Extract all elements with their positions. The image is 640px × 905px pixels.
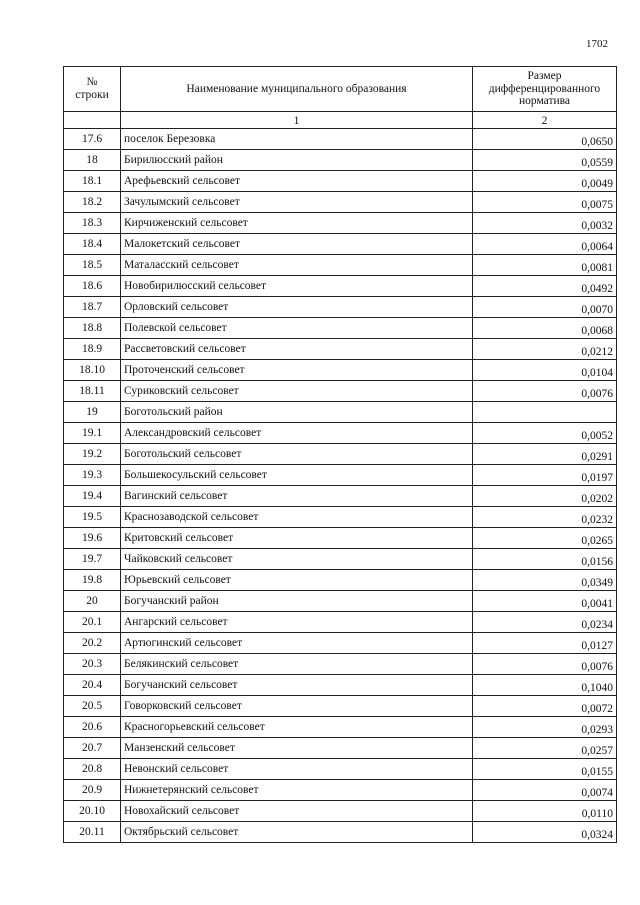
table-row [64, 822, 617, 843]
normative-value-cell: 0,0049 [473, 171, 617, 192]
normative-value-cell: 0,0052 [473, 423, 617, 444]
row-number-cell: 18.9 [64, 339, 121, 360]
normative-value-cell: 0,0072 [473, 696, 617, 717]
municipality-name-cell: Новобирилюсский сельсовет [121, 276, 473, 297]
municipality-name-cell: Октябрьский сельсовет [121, 822, 473, 843]
table-row [64, 654, 617, 675]
normative-value-cell: 0,0070 [473, 297, 617, 318]
row-number-cell: 17.6 [64, 129, 121, 150]
normative-value-cell: 0,0559 [473, 150, 617, 171]
page-number: 1702 [586, 38, 608, 50]
municipality-name-cell: Невонский сельсовет [121, 759, 473, 780]
row-number-cell: 19.4 [64, 486, 121, 507]
table-row [64, 129, 617, 150]
normative-value-cell: 0,0068 [473, 318, 617, 339]
normative-value-cell: 0,0232 [473, 507, 617, 528]
normative-value-cell: 0,0324 [473, 822, 617, 843]
table-row [64, 675, 617, 696]
row-number-cell: 20.5 [64, 696, 121, 717]
table-body [64, 129, 617, 843]
municipality-name-cell: Ангарский сельсовет [121, 612, 473, 633]
normative-value-cell: 0,1040 [473, 675, 617, 696]
municipality-name-cell: поселок Березовка [121, 129, 473, 150]
row-number-cell: 19.8 [64, 570, 121, 591]
normative-value-cell [473, 402, 617, 423]
municipality-name-cell: Арефьевский сельсовет [121, 171, 473, 192]
municipality-name-cell: Артюгинский сельсовет [121, 633, 473, 654]
table-row [64, 255, 617, 276]
table-row [64, 192, 617, 213]
municipality-name-cell: Белякинский сельсовет [121, 654, 473, 675]
normative-value-cell: 0,0156 [473, 549, 617, 570]
municipality-name-cell: Богучанский район [121, 591, 473, 612]
row-number-cell: 20.10 [64, 801, 121, 822]
table-row [64, 465, 617, 486]
normative-value-cell: 0,0041 [473, 591, 617, 612]
row-number-cell: 18.2 [64, 192, 121, 213]
table-row [64, 633, 617, 654]
municipality-name-cell: Краснозаводской сельсовет [121, 507, 473, 528]
municipality-name-cell: Богучанский сельсовет [121, 675, 473, 696]
row-number-cell: 20.6 [64, 717, 121, 738]
normative-value-cell: 0,0212 [473, 339, 617, 360]
normative-value-cell: 0,0076 [473, 381, 617, 402]
normative-value-cell: 0,0127 [473, 633, 617, 654]
normative-value-cell: 0,0202 [473, 486, 617, 507]
normative-value-cell: 0,0104 [473, 360, 617, 381]
header-normative-size-label: Размер дифференцированного норматива [488, 70, 601, 108]
row-number-cell: 18.10 [64, 360, 121, 381]
normative-value-cell: 0,0064 [473, 234, 617, 255]
column-index-0 [64, 112, 121, 129]
row-number-cell: 19.2 [64, 444, 121, 465]
table-row [64, 801, 617, 822]
table-row [64, 717, 617, 738]
municipality-name-cell: Вагинский сельсовет [121, 486, 473, 507]
municipality-name-cell: Суриковский сельсовет [121, 381, 473, 402]
municipality-name-cell: Юрьевский сельсовет [121, 570, 473, 591]
row-number-cell: 19.1 [64, 423, 121, 444]
column-index-row [64, 112, 617, 129]
header-normative-size [473, 67, 617, 112]
table-row [64, 591, 617, 612]
municipality-name-cell: Манзенский сельсовет [121, 738, 473, 759]
row-number-cell: 20.4 [64, 675, 121, 696]
row-number-cell: 19.7 [64, 549, 121, 570]
table-row [64, 402, 617, 423]
normative-value-cell: 0,0492 [473, 276, 617, 297]
table-row [64, 507, 617, 528]
header-row-number-label: № строки [75, 76, 109, 101]
table-row [64, 486, 617, 507]
normative-value-cell: 0,0110 [473, 801, 617, 822]
table-row [64, 276, 617, 297]
municipality-name-cell: Большекосульский сельсовет [121, 465, 473, 486]
row-number-cell: 18.11 [64, 381, 121, 402]
municipality-name-cell: Новохайский сельсовет [121, 801, 473, 822]
row-number-cell: 18.4 [64, 234, 121, 255]
municipality-name-cell: Проточенский сельсовет [121, 360, 473, 381]
normative-value-cell: 0,0291 [473, 444, 617, 465]
row-number-cell: 20.7 [64, 738, 121, 759]
table-row [64, 570, 617, 591]
municipality-name-cell: Чайковский сельсовет [121, 549, 473, 570]
normative-value-cell: 0,0234 [473, 612, 617, 633]
table-row [64, 759, 617, 780]
row-number-cell: 18.6 [64, 276, 121, 297]
row-number-cell: 20.9 [64, 780, 121, 801]
row-number-cell: 20.11 [64, 822, 121, 843]
normative-value-cell: 0,0197 [473, 465, 617, 486]
table-row [64, 528, 617, 549]
normative-value-cell: 0,0155 [473, 759, 617, 780]
normative-value-cell: 0,0650 [473, 129, 617, 150]
table-row [64, 444, 617, 465]
normative-table [63, 66, 617, 843]
municipality-name-cell: Зачулымский сельсовет [121, 192, 473, 213]
row-number-cell: 20.3 [64, 654, 121, 675]
municipality-name-cell: Маталасский сельсовет [121, 255, 473, 276]
table-row [64, 360, 617, 381]
row-number-cell: 18.7 [64, 297, 121, 318]
municipality-name-cell: Критовский сельсовет [121, 528, 473, 549]
row-number-cell: 20.2 [64, 633, 121, 654]
column-index-1: 1 [121, 112, 473, 129]
row-number-cell: 19 [64, 402, 121, 423]
table-row [64, 234, 617, 255]
normative-value-cell: 0,0032 [473, 213, 617, 234]
municipality-name-cell: Полевской сельсовет [121, 318, 473, 339]
normative-value-cell: 0,0265 [473, 528, 617, 549]
column-index-2: 2 [473, 112, 617, 129]
row-number-cell: 18 [64, 150, 121, 171]
normative-value-cell: 0,0075 [473, 192, 617, 213]
normative-value-cell: 0,0293 [473, 717, 617, 738]
row-number-cell: 18.8 [64, 318, 121, 339]
municipality-name-cell: Боготольский район [121, 402, 473, 423]
row-number-cell: 19.5 [64, 507, 121, 528]
municipality-name-cell: Боготольский сельсовет [121, 444, 473, 465]
table-row [64, 213, 617, 234]
table-row [64, 297, 617, 318]
row-number-cell: 20.1 [64, 612, 121, 633]
row-number-cell: 18.3 [64, 213, 121, 234]
table-row [64, 339, 617, 360]
row-number-cell: 18.5 [64, 255, 121, 276]
table-row [64, 318, 617, 339]
table-row [64, 696, 617, 717]
table-row [64, 549, 617, 570]
municipality-name-cell: Красногорьевский сельсовет [121, 717, 473, 738]
table-row [64, 171, 617, 192]
municipality-name-cell: Александровский сельсовет [121, 423, 473, 444]
municipality-name-cell: Нижнетерянский сельсовет [121, 780, 473, 801]
table-header-row [64, 67, 617, 112]
row-number-cell: 18.1 [64, 171, 121, 192]
row-number-cell: 19.6 [64, 528, 121, 549]
row-number-cell: 19.3 [64, 465, 121, 486]
table-row [64, 738, 617, 759]
normative-value-cell: 0,0257 [473, 738, 617, 759]
normative-value-cell: 0,0081 [473, 255, 617, 276]
table-row [64, 423, 617, 444]
header-municipality-name [121, 67, 473, 112]
table-row [64, 150, 617, 171]
header-row-number [64, 67, 121, 112]
municipality-name-cell: Кирчиженский сельсовет [121, 213, 473, 234]
normative-value-cell: 0,0074 [473, 780, 617, 801]
row-number-cell: 20.8 [64, 759, 121, 780]
municipality-name-cell: Говорковский сельсовет [121, 696, 473, 717]
municipality-name-cell: Орловский сельсовет [121, 297, 473, 318]
header-municipality-name-label: Наименование муниципального образования [186, 82, 407, 95]
municipality-name-cell: Малокетский сельсовет [121, 234, 473, 255]
row-number-cell: 20 [64, 591, 121, 612]
municipality-name-cell: Рассветовский сельсовет [121, 339, 473, 360]
table-row [64, 381, 617, 402]
normative-value-cell: 0,0349 [473, 570, 617, 591]
normative-value-cell: 0,0076 [473, 654, 617, 675]
table-row [64, 612, 617, 633]
table-row [64, 780, 617, 801]
municipality-name-cell: Бирилюсский район [121, 150, 473, 171]
